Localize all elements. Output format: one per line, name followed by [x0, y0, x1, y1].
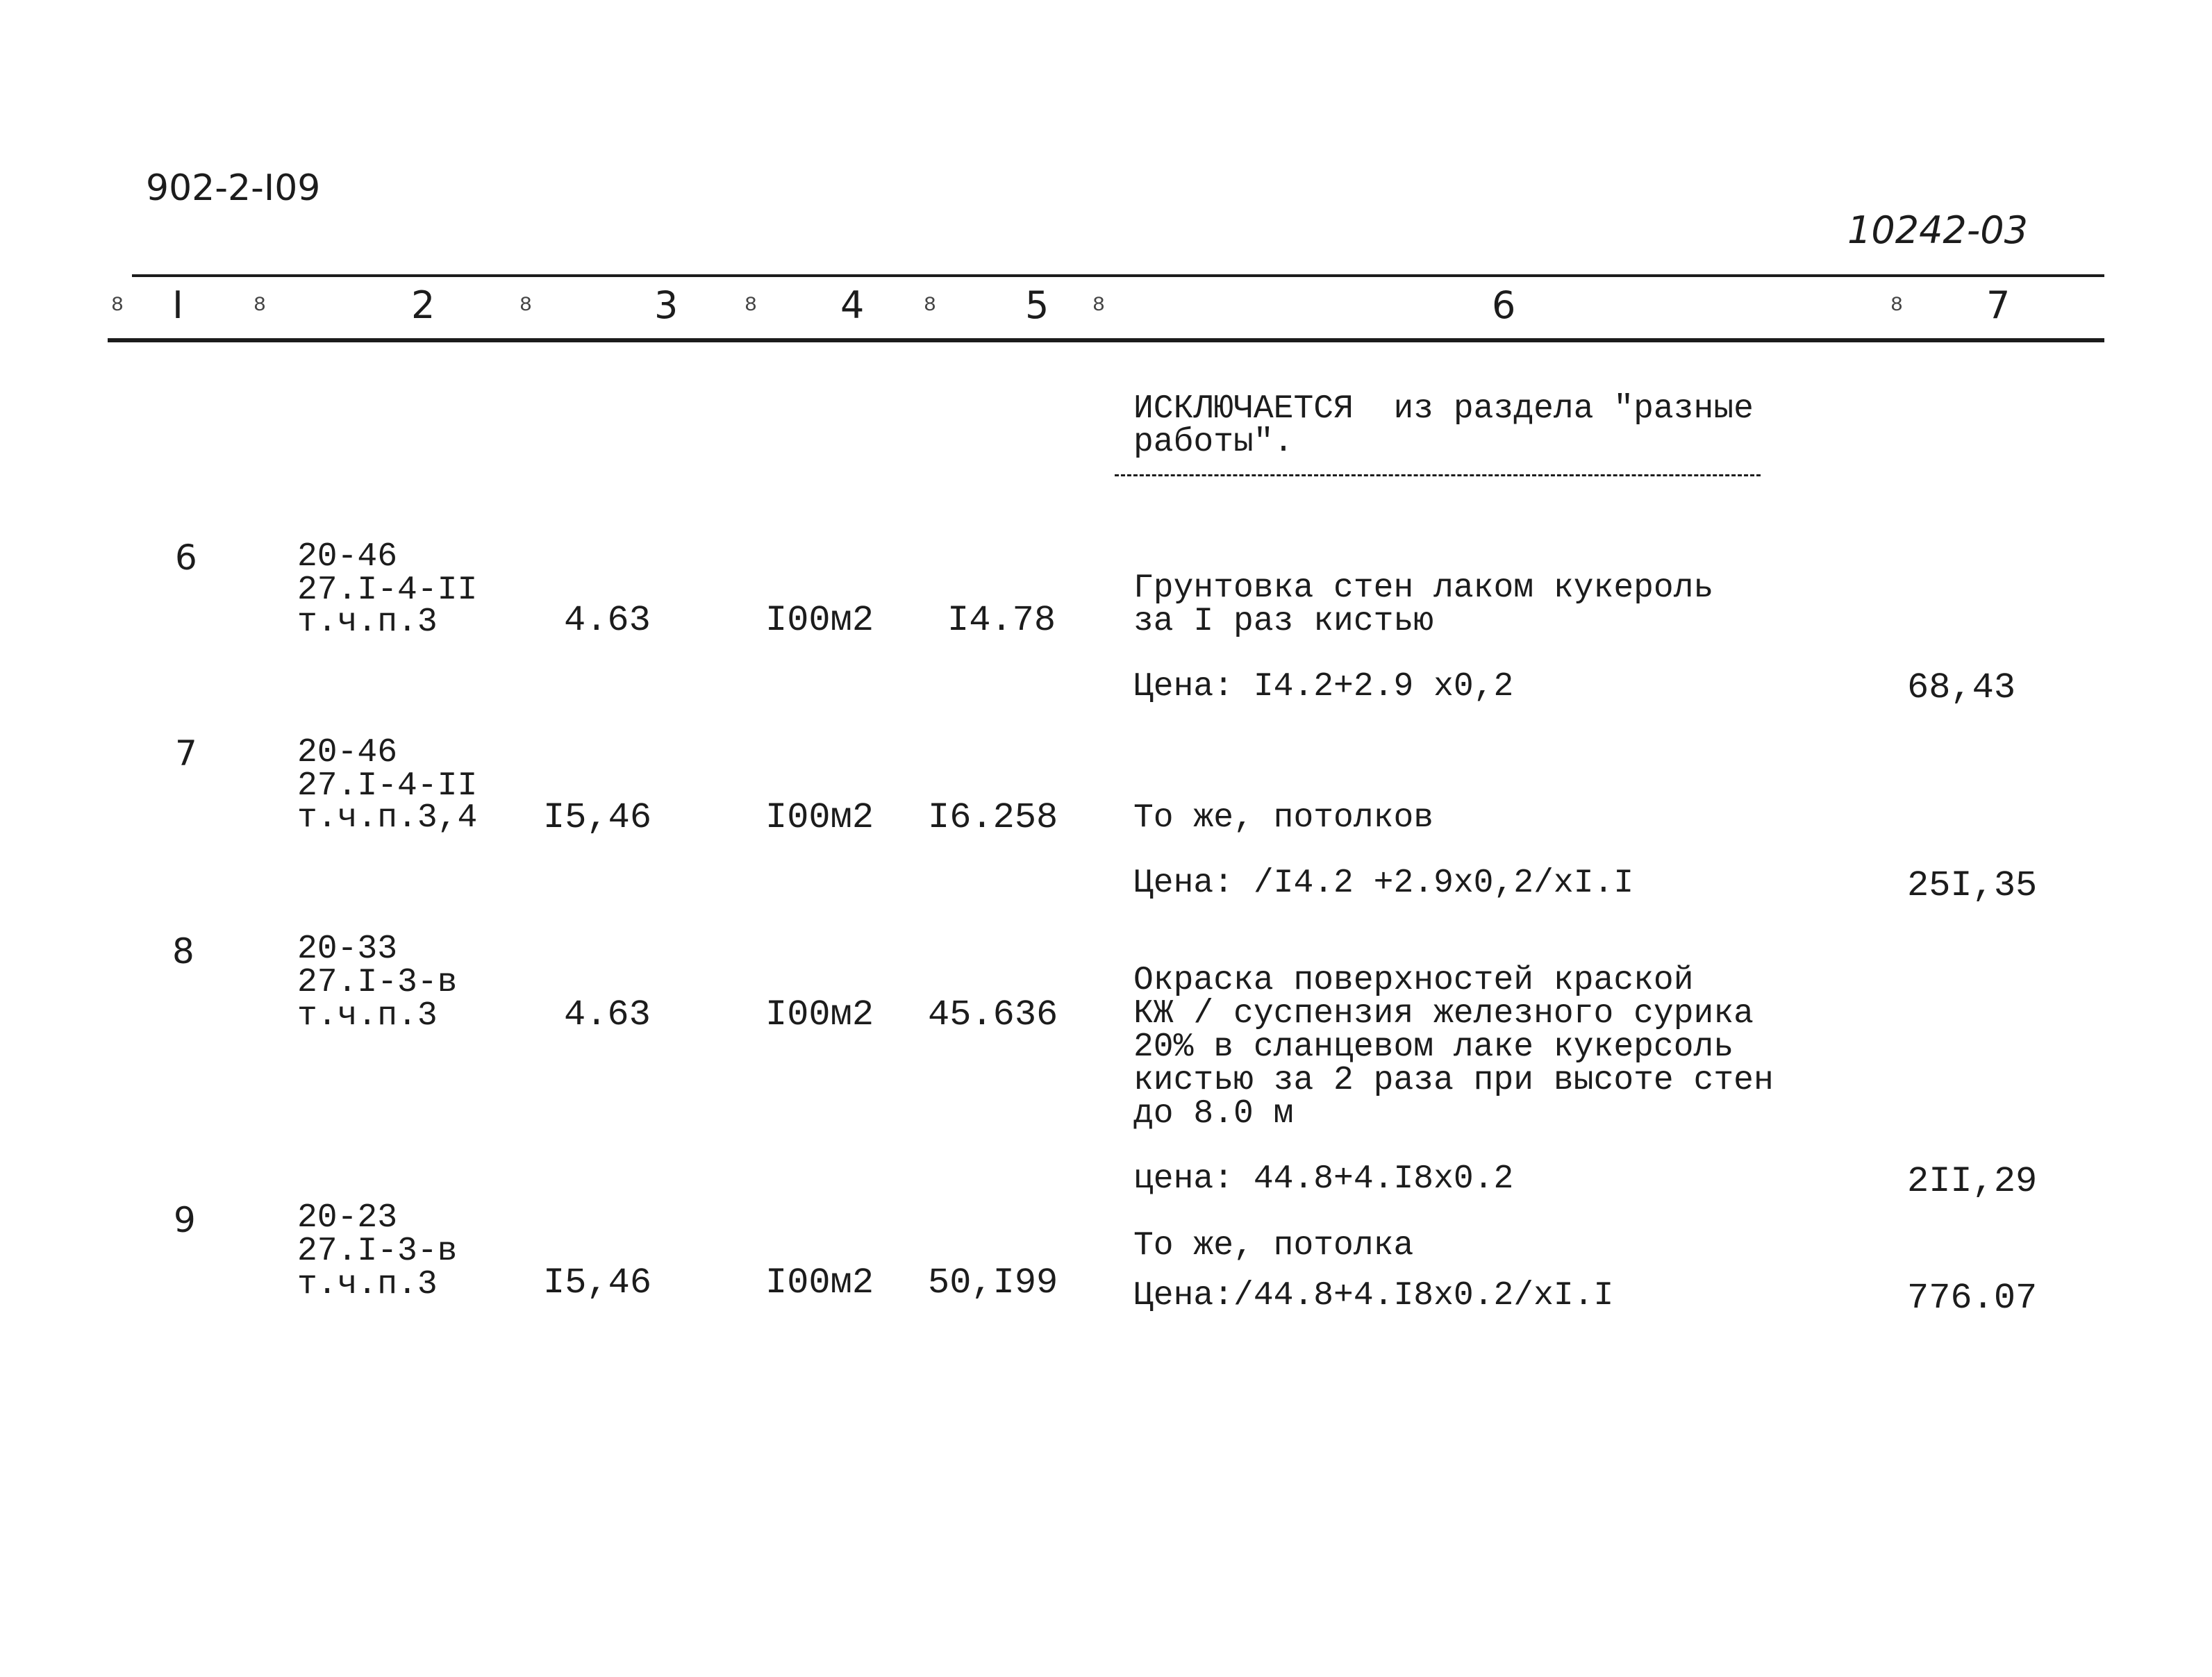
- column-separator: 8: [111, 294, 124, 317]
- column-separator: 8: [519, 294, 533, 317]
- column-separator: 8: [253, 294, 267, 317]
- unit: I00м2: [765, 994, 874, 1035]
- norm-code-line: т.ч.п.3: [297, 1266, 438, 1303]
- row-number: 8: [172, 931, 194, 971]
- norm-code-line: т.ч.п.3: [297, 997, 438, 1035]
- unit-price: I4.78: [947, 600, 1056, 641]
- norm-code-line: 20-46: [297, 538, 398, 576]
- unit: I00м2: [765, 797, 874, 838]
- price-formula: Цена: /I4.2 +2.9х0,2/хI.I: [1133, 865, 1634, 902]
- row-number: 6: [175, 537, 197, 578]
- unit-price: I6.258: [928, 797, 1058, 838]
- column-separator: 8: [1092, 294, 1106, 317]
- document-code: 902-2-I09: [146, 167, 321, 209]
- exclusion-note-line-1: ИСКЛЮЧАЕТСЯ из раздела "разные: [1133, 390, 1754, 428]
- unit-price: 45.636: [928, 994, 1058, 1035]
- column-header-3: 3: [654, 283, 679, 327]
- work-description-line: Окраска поверхностей краской: [1133, 962, 1694, 999]
- total-cost: 25I,35: [1907, 865, 2038, 906]
- work-description-line: То же, потолка: [1133, 1227, 1414, 1265]
- column-header-1: I: [172, 283, 183, 327]
- norm-code-line: 20-33: [297, 931, 398, 968]
- header-top-rule: [132, 274, 2104, 277]
- total-cost: 68,43: [1907, 667, 2016, 708]
- total-cost: 776.07: [1907, 1278, 2038, 1319]
- column-header-5: 5: [1025, 283, 1049, 327]
- column-header-4: 4: [840, 283, 865, 327]
- header-bottom-rule: [108, 338, 2104, 342]
- sheet-reference: 10242-03: [1847, 208, 2028, 252]
- norm-code-line: 27.I-4-II: [297, 767, 478, 805]
- total-cost: 2II,29: [1907, 1161, 2038, 1202]
- work-description-line: Грунтовка стен лаком кукероль: [1133, 569, 1714, 607]
- unit: I00м2: [765, 600, 874, 641]
- work-description-line: кистью за 2 раза при высоте стен: [1133, 1062, 1774, 1099]
- column-header-6: 6: [1492, 283, 1516, 327]
- column-separator: 8: [1890, 294, 1904, 317]
- column-separator: 8: [924, 294, 937, 317]
- price-formula: Цена: I4.2+2.9 х0,2: [1133, 668, 1514, 706]
- quantity: I5,46: [543, 797, 652, 838]
- column-header-7: 7: [1986, 283, 2011, 327]
- norm-code-line: 27.I-3-в: [297, 964, 458, 1001]
- price-formula: Цена:/44.8+4.I8х0.2/хI.I: [1133, 1277, 1614, 1315]
- work-description-line: до 8.0 м: [1133, 1095, 1294, 1133]
- work-description-line: То же, потолков: [1133, 799, 1434, 837]
- exclusion-note-line-2: работы".: [1133, 424, 1294, 461]
- quantity: I5,46: [543, 1262, 652, 1303]
- norm-code-line: 27.I-4-II: [297, 571, 478, 609]
- norm-code-line: 20-23: [297, 1199, 398, 1237]
- quantity: 4.63: [564, 994, 651, 1035]
- column-header-2: 2: [411, 283, 435, 327]
- unit-price: 50,I99: [928, 1262, 1058, 1303]
- exclusion-note-underline: [1115, 474, 1761, 476]
- norm-code-line: т.ч.п.3,4: [297, 799, 478, 837]
- norm-code-line: 20-46: [297, 734, 398, 771]
- work-description-line: за I раз кистью: [1133, 603, 1434, 640]
- price-formula: цена: 44.8+4.I8х0.2: [1133, 1160, 1514, 1198]
- work-description-line: 20% в сланцевом лаке кукерсоль: [1133, 1028, 1734, 1066]
- norm-code-line: 27.I-3-в: [297, 1233, 458, 1270]
- row-number: 7: [175, 733, 197, 774]
- work-description-line: КЖ / суспензия железного сурика: [1133, 995, 1754, 1033]
- row-number: 9: [174, 1200, 196, 1240]
- unit: I00м2: [765, 1262, 874, 1303]
- column-separator: 8: [745, 294, 758, 317]
- quantity: 4.63: [564, 600, 651, 641]
- norm-code-line: т.ч.п.3: [297, 603, 438, 641]
